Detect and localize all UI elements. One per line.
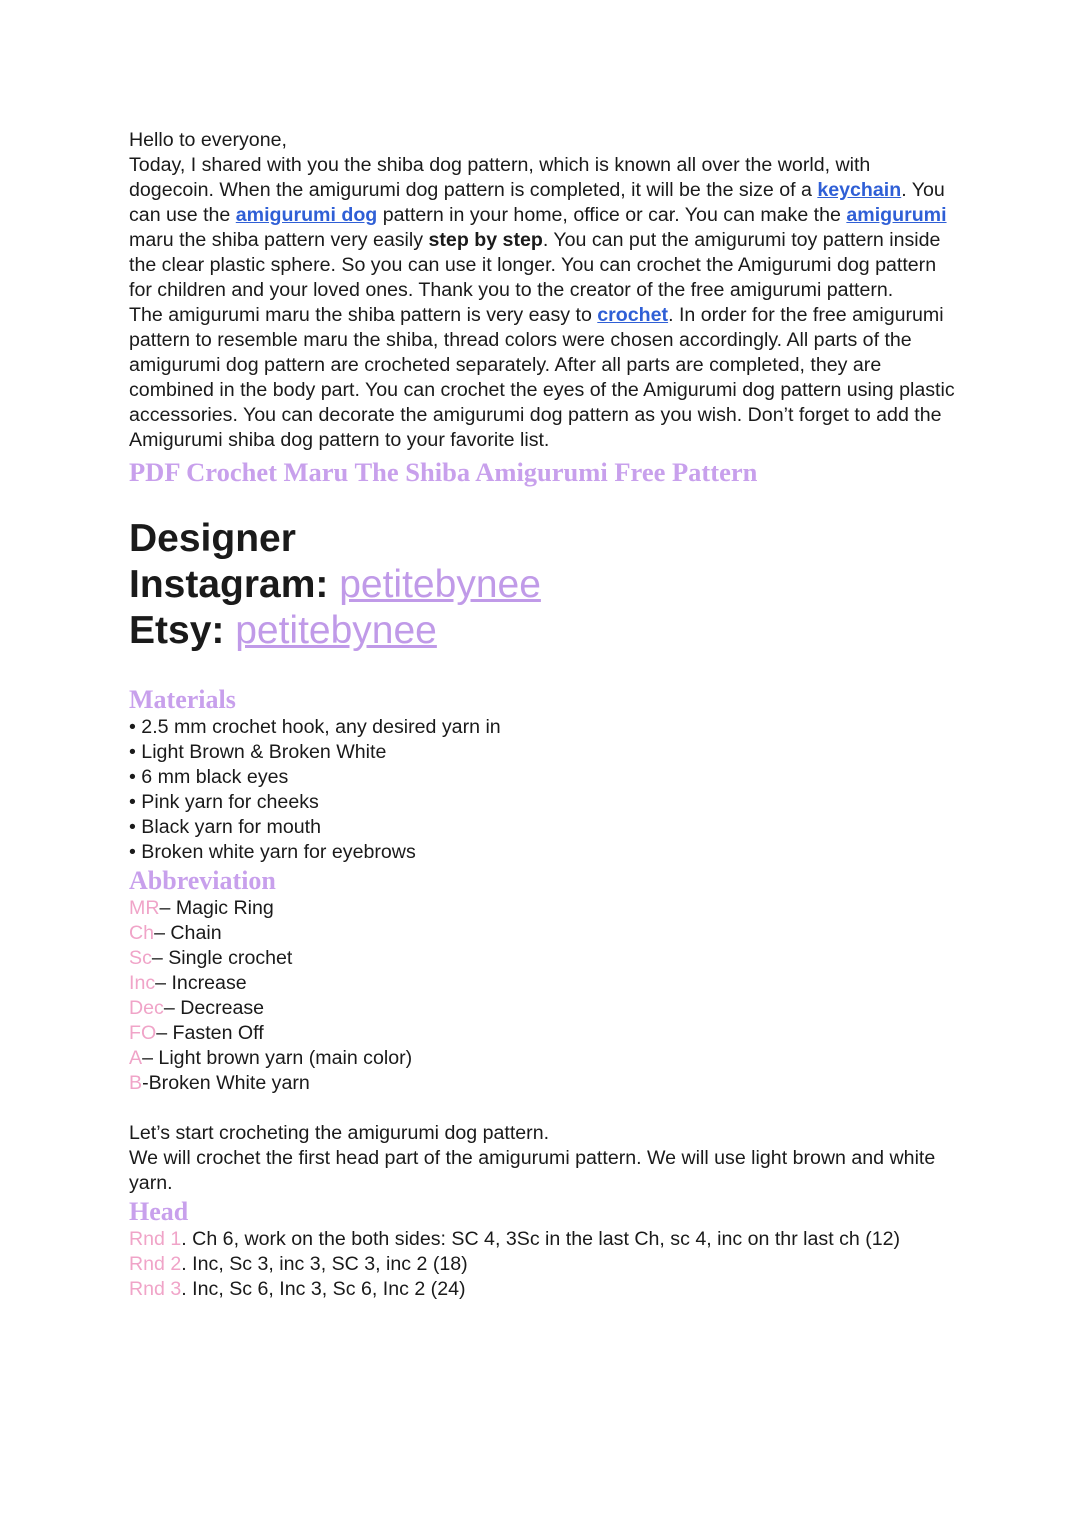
abbreviation-item	[129, 921, 959, 946]
material-item: • Light Brown & Broken White	[129, 741, 387, 763]
round-line	[129, 1252, 959, 1277]
material-item: • Pink yarn for cheeks	[129, 791, 319, 813]
abbreviation-key: MR	[129, 897, 160, 919]
abbreviation-key: Dec	[129, 997, 164, 1019]
pattern-title: PDF Crochet Maru The Shiba Amigurumi Free Pattern	[129, 457, 758, 487]
abbreviation-key: Ch	[129, 922, 155, 944]
intro-greeting: Hello to everyone,	[129, 129, 287, 151]
start-line: We will crochet the first head part of the amigurumi pattern. We will use light brown and white yarn.	[129, 1147, 936, 1194]
abbreviation-desc: – Fasten Off	[156, 1022, 264, 1044]
designer-heading: Designer	[129, 517, 296, 560]
start-line: Let’s start crocheting the amigurumi dog pattern.	[129, 1122, 550, 1144]
intro-text-e: . You can put the amigurumi toy pattern inside the clear plastic sphere. So you can use it longer. You can crochet the Amigurumi dog pattern for children and your loved ones. Thank you to the creator of the free amigurumi pattern.	[129, 229, 941, 301]
head-heading: Head	[129, 1197, 189, 1226]
round-label: Rnd 3	[129, 1278, 182, 1300]
intro-text-c: pattern in your home, office or car. You can make the	[377, 204, 847, 226]
abbreviation-item	[129, 1021, 959, 1046]
round-label: Rnd 1	[129, 1228, 182, 1250]
round-line	[129, 1277, 959, 1302]
amigurumi-dog-link[interactable]: amigurumi dog	[235, 204, 378, 226]
abbreviation-key: FO	[129, 1022, 157, 1044]
abbreviation-desc: – Increase	[155, 972, 247, 994]
abbreviation-desc: – Light brown yarn (main color)	[142, 1047, 413, 1069]
abbreviation-item	[129, 971, 959, 996]
intro-text-b: . You can use the	[129, 179, 945, 226]
round-line	[129, 1227, 959, 1252]
desc-text-a: The amigurumi maru the shiba pattern is very easy to	[129, 304, 598, 326]
material-item: • Black yarn for mouth	[129, 816, 321, 838]
abbreviation-key: Sc	[129, 947, 152, 969]
description-paragraph	[129, 303, 959, 453]
desc-text-b: . In order for the free amigurumi pattern to resemble maru the shiba, thread colors were chosen accordingly. All parts of the amigurumi dog pattern are crocheted separately. After all parts are completed, they are combined in the body part. You can crochet the eyes of the Amigurumi dog pattern using plastic accessories. You can decorate the amigurumi dog pattern as you wish. Don’t forget to add the Amigurumi shiba dog pattern to your favorite list.	[129, 304, 955, 451]
abbreviation-item	[129, 946, 959, 971]
abbreviation-key: A	[129, 1047, 143, 1069]
round-text: . Inc, Sc 6, Inc 3, Sc 6, Inc 2 (24)	[181, 1278, 466, 1300]
etsy-line	[129, 608, 959, 654]
crochet-link[interactable]: crochet	[597, 304, 669, 326]
abbreviation-item	[129, 896, 959, 921]
materials-heading: Materials	[129, 685, 236, 714]
intro-paragraph	[129, 153, 959, 303]
abbreviation-desc: – Magic Ring	[159, 897, 274, 919]
intro-text-d: maru the shiba pattern very easily	[129, 229, 429, 251]
abbreviation-desc: -Broken White yarn	[142, 1072, 310, 1094]
document-page	[129, 128, 959, 1302]
material-item: • 6 mm black eyes	[129, 766, 289, 788]
keychain-link[interactable]: keychain	[817, 179, 902, 201]
etsy-link[interactable]: petitebynee	[235, 609, 437, 652]
start-section	[129, 1121, 959, 1196]
abbreviation-desc: – Decrease	[163, 997, 265, 1019]
round-text: . Ch 6, work on the both sides: SC 4, 3Sc in the last Ch, sc 4, inc on thr last ch (12)	[181, 1228, 901, 1250]
head-rounds	[129, 1227, 959, 1302]
abbreviation-key: B	[129, 1072, 143, 1094]
materials-list	[129, 715, 959, 865]
abbreviation-desc: – Single crochet	[151, 947, 293, 969]
material-item: • 2.5 mm crochet hook, any desired yarn in	[129, 716, 501, 738]
abbreviation-list	[129, 896, 959, 1096]
round-label: Rnd 2	[129, 1253, 182, 1275]
instagram-link[interactable]: petitebynee	[339, 563, 541, 606]
amigurumi-link[interactable]: amigurumi	[846, 204, 947, 226]
etsy-label: Etsy:	[129, 609, 236, 652]
abbreviation-desc: – Chain	[154, 922, 222, 944]
abbreviation-item	[129, 996, 959, 1021]
instagram-line	[129, 562, 959, 608]
abbreviation-key: Inc	[129, 972, 156, 994]
material-item: • Broken white yarn for eyebrows	[129, 841, 416, 863]
round-text: . Inc, Sc 3, inc 3, SC 3, inc 2 (18)	[181, 1253, 468, 1275]
intro-text-a: Today, I shared with you the shiba dog pattern, which is known all over the world, with dogecoin. When the amigurumi dog pattern is completed, it will be the size of a	[129, 154, 871, 201]
instagram-label: Instagram:	[129, 563, 340, 606]
abbreviation-item	[129, 1046, 959, 1071]
abbreviation-heading: Abbreviation	[129, 866, 276, 895]
designer-block	[129, 516, 959, 654]
step-by-step-bold: step by step	[428, 229, 543, 251]
abbreviation-item	[129, 1071, 959, 1096]
